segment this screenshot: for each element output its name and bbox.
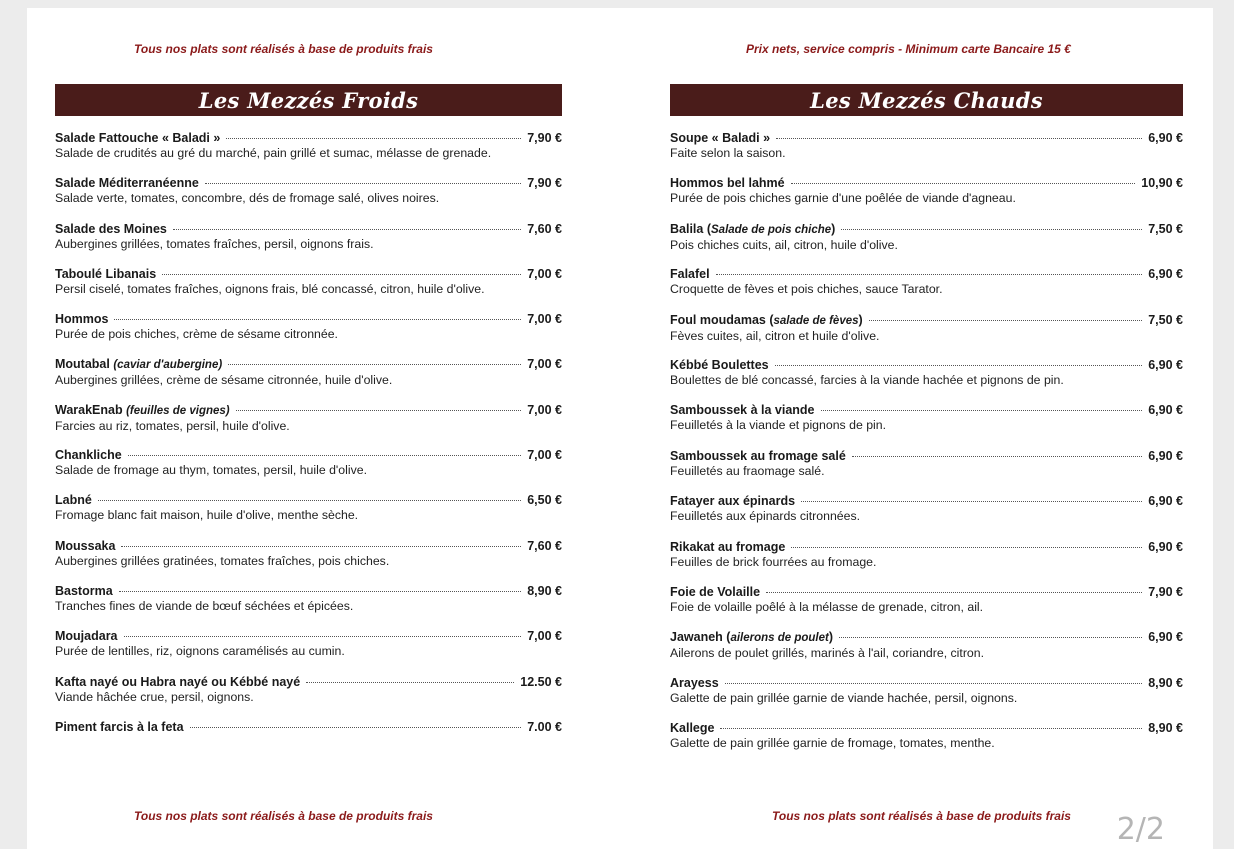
menu-item-name-text: Kébbé Boulettes	[670, 357, 769, 372]
menu-item	[55, 356, 562, 401]
menu-item-price: 7,90 €	[527, 131, 562, 145]
menu-item	[670, 629, 1183, 674]
menu-item-name-text: Kafta nayé ou Habra nayé ou Kébbé nayé	[55, 674, 301, 689]
menu-item	[55, 130, 562, 175]
menu-item-row	[670, 629, 1183, 646]
dot-leader	[124, 636, 522, 637]
menu-item-description: Farcies au riz, tomates, persil, huile d'olive.	[55, 418, 290, 433]
dot-leader	[775, 365, 1143, 366]
menu-item-price: 6,90 €	[1148, 630, 1183, 645]
menu-item-name-text: Kallege	[670, 721, 715, 736]
menu-item	[55, 628, 562, 673]
dot-leader	[839, 637, 1142, 638]
menu-item-row	[55, 447, 562, 463]
menu-item-row	[55, 130, 562, 146]
menu-item-description: Purée de lentilles, riz, oignons caramélisés au cumin.	[55, 644, 345, 659]
menu-item-name	[670, 675, 719, 691]
menu-item	[670, 175, 1183, 220]
menu-item-name	[55, 130, 220, 146]
menu-item	[670, 312, 1183, 357]
menu-item-note: Salade de pois chiche	[711, 223, 832, 236]
menu-item-name-text: Salade Fattouche « Baladi »	[55, 131, 221, 145]
menu-item-name	[55, 583, 113, 599]
menu-item-name-text: Hommos	[55, 312, 109, 327]
menu-item-name	[55, 674, 300, 690]
menu-item-row	[55, 583, 562, 599]
hot-mezze-column	[670, 84, 1183, 765]
dot-leader	[128, 455, 522, 456]
menu-item-price: 8,90 €	[1148, 675, 1183, 690]
menu-item-name	[670, 175, 785, 191]
menu-item-name-text: Bastorma	[55, 583, 113, 598]
menu-item-description: Purée de pois chiches garnie d'une poêlée de viande d'agneau.	[670, 191, 1016, 206]
menu-item-description: Viande hâchée crue, persil, oignons.	[55, 689, 254, 704]
header-right-tagline: Prix nets, service compris - Minimum carte Bancaire 15 €	[746, 42, 1071, 56]
menu-item-row	[670, 539, 1183, 555]
menu-item	[670, 539, 1183, 584]
menu-item	[55, 221, 562, 266]
menu-item-description: Feuilles de brick fourrées au fromage.	[670, 554, 877, 569]
menu-item-name-text: Moussaka	[55, 538, 116, 553]
menu-item-description: Pois chiches cuits, ail, citron, huile d'olive.	[670, 237, 898, 252]
menu-item-name-text: Labné	[55, 493, 92, 508]
menu-item-name-text: Salade Méditerranéenne	[55, 176, 199, 191]
menu-item	[55, 719, 562, 764]
dot-leader	[791, 547, 1142, 548]
menu-item-row	[670, 720, 1183, 736]
menu-item-name	[55, 402, 230, 419]
menu-item	[55, 447, 562, 492]
menu-item-name	[670, 448, 846, 464]
menu-item	[670, 584, 1183, 629]
menu-item-name	[670, 357, 769, 373]
menu-item-name	[55, 492, 92, 508]
dot-leader	[162, 274, 521, 275]
menu-item-name-text: Piment farcis à la feta	[55, 719, 184, 734]
menu-item-price: 8,90 €	[1148, 721, 1183, 736]
menu-item	[670, 675, 1183, 720]
menu-item-row	[55, 719, 562, 735]
dot-leader	[121, 546, 521, 547]
menu-item-name-text: Jawaneh (	[670, 630, 731, 645]
menu-item	[670, 402, 1183, 447]
menu-item-row	[55, 266, 562, 282]
menu-item-price: 7,00 €	[527, 629, 562, 644]
menu-item-price: 6,90 €	[1148, 539, 1183, 554]
menu-item	[55, 674, 562, 719]
menu-item-row	[55, 538, 562, 554]
menu-item	[55, 402, 562, 447]
menu-item-row	[670, 266, 1183, 282]
menu-item-name	[670, 493, 795, 509]
menu-item	[670, 357, 1183, 402]
dot-leader	[776, 138, 1142, 139]
menu-item	[55, 175, 562, 220]
menu-item-row	[670, 584, 1183, 600]
menu-item-row	[55, 311, 562, 327]
menu-item-price: 6,90 €	[1148, 494, 1183, 509]
menu-item	[670, 448, 1183, 493]
dot-leader	[725, 683, 1143, 684]
menu-item-row	[55, 356, 562, 373]
menu-item-name-text: Balila (	[670, 221, 711, 236]
cold-mezze-list	[55, 130, 562, 764]
menu-item-name-text: Soupe « Baladi »	[670, 131, 771, 145]
menu-item-name-text: Samboussek au fromage salé	[670, 448, 846, 463]
menu-item-price: 7,00 €	[527, 357, 562, 372]
menu-item-price: 7.00 €	[527, 719, 562, 734]
menu-item-name	[55, 356, 222, 373]
menu-item-description: Salade de fromage au thym, tomates, persil, huile d'olive.	[55, 463, 367, 478]
menu-item-description: Tranches fines de viande de bœuf séchées et épicées.	[55, 598, 354, 613]
menu-item-description: Foie de volaille poêlé à la mélasse de grenade, citron, ail.	[670, 599, 984, 614]
menu-item-name-text: Salade des Moines	[55, 221, 167, 236]
menu-item-description: Faite selon la saison.	[670, 146, 786, 160]
menu-item-price: 7,00 €	[527, 266, 562, 281]
menu-item-name	[670, 629, 833, 646]
menu-item-name	[670, 539, 785, 555]
page-number: 2/2	[1116, 812, 1165, 847]
dot-leader	[98, 500, 521, 501]
menu-item-name	[55, 311, 108, 327]
menu-item-description: Fromage blanc fait maison, huile d'olive, menthe sèche.	[55, 508, 359, 523]
menu-item-name-text: Samboussek à la viande	[670, 403, 815, 418]
menu-item-row	[55, 492, 562, 508]
dot-leader	[226, 138, 521, 139]
menu-item-row	[670, 221, 1183, 238]
menu-item-note: ailerons de poulet	[730, 632, 829, 645]
menu-item-description: Boulettes de blé concassé, farcies à la viande hachée et pignons de pin.	[670, 372, 1064, 387]
menu-item-price: 7,00 €	[527, 448, 562, 463]
menu-item-description: Salade verte, tomates, concombre, dés de fromage salé, olives noires.	[55, 191, 440, 206]
menu-item-note: salade de fèves	[773, 314, 859, 327]
hot-mezze-list	[670, 130, 1183, 765]
hot-mezze-title: Les Mezzés Chauds	[670, 84, 1183, 116]
menu-item-price: 6,90 €	[1148, 357, 1183, 372]
menu-item-description: Salade de crudités au gré du marché, pain grillé et sumac, mélasse de grenade.	[55, 146, 492, 160]
menu-item-price: 7,50 €	[1148, 312, 1183, 327]
dot-leader	[716, 274, 1143, 275]
menu-item-row	[55, 175, 562, 191]
menu-item-name	[55, 719, 184, 735]
menu-item-row	[670, 130, 1183, 146]
dot-leader	[228, 364, 521, 365]
menu-item-row	[55, 221, 562, 237]
menu-item-description: Aubergines grillées, tomates fraîches, persil, oignons frais.	[55, 236, 374, 251]
menu-item-name-text: Chankliche	[55, 448, 122, 463]
menu-item-row	[55, 402, 562, 419]
menu-item-name-text: Foul moudamas (	[670, 312, 774, 327]
menu-item-price: 10,90 €	[1141, 176, 1183, 191]
menu-item-description: Persil ciselé, tomates fraîches, oignons frais, blé concassé, citron, huile d'olive.	[55, 281, 485, 296]
menu-item-name-text: Hommos bel lahmé	[670, 176, 785, 191]
menu-item	[55, 538, 562, 583]
menu-item-name-suffix: )	[858, 312, 863, 327]
header-left-tagline: Tous nos plats sont réalisés à base de produits frais	[134, 42, 433, 56]
menu-item-row	[670, 493, 1183, 509]
menu-item-name-text: WarakEnab	[55, 402, 127, 417]
menu-item-name	[670, 584, 760, 600]
dot-leader	[720, 728, 1142, 729]
menu-item-note: (caviar d'aubergine)	[113, 359, 223, 372]
menu-item-row	[670, 357, 1183, 373]
menu-item-name	[55, 628, 118, 644]
dot-leader	[821, 410, 1143, 411]
menu-item-price: 7,00 €	[527, 402, 562, 417]
footer-left-tagline: Tous nos plats sont réalisés à base de produits frais	[134, 809, 433, 823]
menu-item-name	[55, 221, 167, 237]
menu-item-name	[670, 720, 714, 736]
menu-item-price: 6,90 €	[1148, 131, 1183, 145]
menu-item-name-text: Taboulé Libanais	[55, 266, 157, 281]
menu-item-name	[55, 538, 115, 554]
menu-item-price: 8,90 €	[527, 583, 562, 598]
menu-item-name-text: Falafel	[670, 267, 710, 282]
menu-item-name-text: Foie de Volaille	[670, 584, 761, 599]
dot-leader	[236, 410, 522, 411]
cold-mezze-title: Les Mezzés Froids	[55, 84, 562, 116]
menu-item-price: 7,60 €	[527, 538, 562, 553]
menu-item	[55, 266, 562, 311]
menu-item-name	[670, 130, 770, 146]
menu-item-row	[670, 448, 1183, 464]
menu-item-price: 7,00 €	[527, 312, 562, 327]
menu-item-name	[55, 447, 122, 463]
menu-item-name-text: Moujadara	[55, 629, 118, 644]
dot-leader	[119, 591, 522, 592]
menu-item-name-suffix: )	[828, 630, 834, 645]
menu-item	[55, 311, 562, 356]
menu-item-name-text: Arayess	[670, 675, 719, 690]
menu-item-row	[670, 675, 1183, 691]
menu-item-name	[670, 402, 815, 418]
menu-item-row	[670, 175, 1183, 191]
menu-item-name	[670, 221, 835, 238]
menu-item-description: Feuilletés aux épinards citronnées.	[670, 509, 861, 524]
dot-leader	[869, 320, 1143, 321]
menu-item-description: Galette de pain grillée garnie de fromage, tomates, menthe.	[670, 736, 995, 751]
menu-item	[55, 492, 562, 537]
menu-item-description: Purée de pois chiches, crème de sésame citronnée.	[55, 327, 338, 342]
menu-item	[670, 493, 1183, 538]
cold-mezze-column	[55, 84, 562, 764]
menu-item	[670, 221, 1183, 266]
menu-item-name	[670, 312, 863, 329]
dot-leader	[766, 592, 1142, 593]
menu-item-row	[55, 628, 562, 644]
menu-item-description: Feuilletés à la viande et pignons de pin.	[670, 418, 887, 433]
menu-item	[55, 583, 562, 628]
menu-item-price: 6,90 €	[1148, 267, 1183, 282]
dot-leader	[801, 501, 1142, 502]
menu-item-name-suffix: )	[831, 221, 836, 236]
dot-leader	[841, 229, 1142, 230]
menu-item-description: Ailerons de poulet grillés, marinés à l'ail, coriandre, citron.	[670, 646, 985, 661]
footer-right-tagline: Tous nos plats sont réalisés à base de produits frais	[772, 809, 1071, 823]
menu-item-name	[670, 266, 710, 282]
menu-item-row	[55, 674, 562, 690]
dot-leader	[205, 183, 521, 184]
menu-item	[670, 266, 1183, 311]
dot-leader	[791, 183, 1136, 184]
menu-item	[670, 130, 1183, 175]
menu-item-row	[670, 402, 1183, 418]
menu-item-description: Croquette de fèves et pois chiches, sauce Tarator.	[670, 282, 943, 297]
menu-item-price: 12.50 €	[520, 674, 562, 689]
menu-item-note: (feuilles de vignes)	[126, 404, 230, 417]
menu-item-price: 7,90 €	[1148, 584, 1183, 599]
dot-leader	[173, 229, 521, 230]
dot-leader	[306, 682, 514, 683]
menu-item-name-text: Moutabal	[55, 357, 114, 372]
menu-item-price: 6,90 €	[1148, 448, 1183, 463]
dot-leader	[114, 319, 521, 320]
menu-item-name-text: Fatayer aux épinards	[670, 494, 796, 509]
menu-item-name	[55, 266, 156, 282]
menu-item-price: 7,90 €	[527, 176, 562, 191]
dot-leader	[190, 727, 522, 728]
dot-leader	[852, 456, 1142, 457]
menu-item-name-text: Rikakat au fromage	[670, 539, 786, 554]
menu-item-description: Galette de pain grillée garnie de viande hachée, persil, oignons.	[670, 690, 1018, 705]
menu-item-description: Aubergines grillées, crème de sésame citronnée, huile d'olive.	[55, 373, 393, 388]
menu-page	[27, 8, 1213, 849]
menu-item-row	[670, 312, 1183, 329]
menu-item-price: 7,50 €	[1148, 221, 1183, 236]
menu-item-description: Fèves cuites, ail, citron et huile d'olive.	[670, 328, 880, 343]
menu-item-name	[55, 175, 199, 191]
menu-item	[670, 720, 1183, 765]
menu-item-price: 6,90 €	[1148, 403, 1183, 418]
menu-item-price: 6,50 €	[527, 493, 562, 508]
menu-item-description: Aubergines grillées gratinées, tomates fraîches, pois chiches.	[55, 553, 390, 568]
menu-item-description: Feuilletés au fraomage salé.	[670, 463, 825, 478]
menu-item-price: 7,60 €	[527, 221, 562, 236]
